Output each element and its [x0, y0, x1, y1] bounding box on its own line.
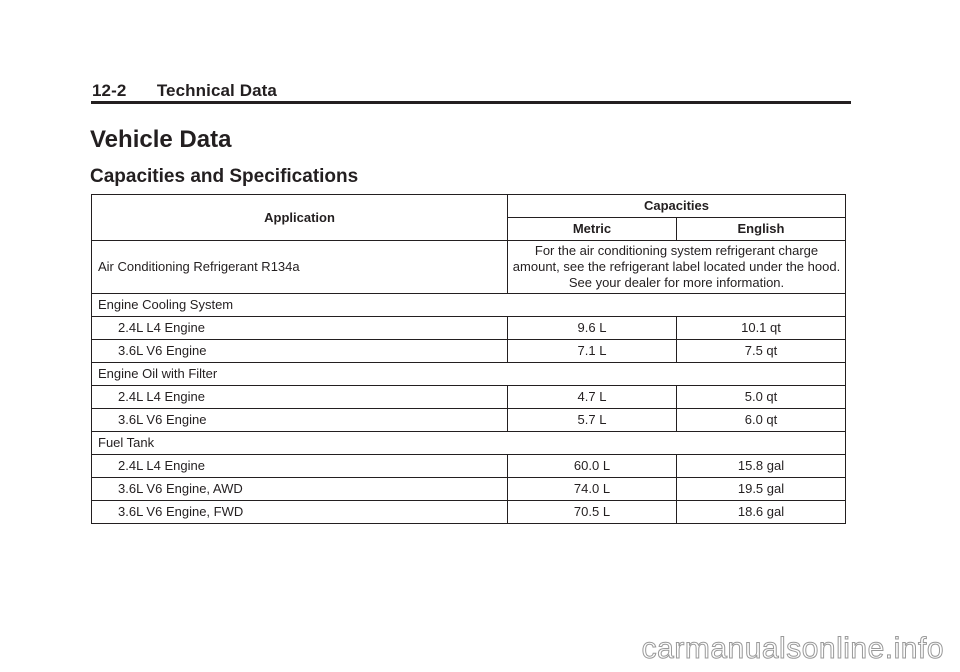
subsection-title: Capacities and Specifications: [90, 166, 359, 187]
header-capacities: Capacities: [508, 195, 846, 218]
group-title: Engine Cooling System: [92, 294, 846, 317]
ac-label: Air Conditioning Refrigerant R134a: [92, 241, 508, 294]
table-row: [92, 478, 846, 501]
row-english: 18.6 gal: [677, 501, 846, 524]
table-row: [92, 340, 846, 363]
group-title: Engine Oil with Filter: [92, 363, 846, 386]
group-row-oil: [92, 363, 846, 386]
row-metric: 5.7 L: [508, 409, 677, 432]
row-english: 10.1 qt: [677, 317, 846, 340]
section-title: Vehicle Data: [90, 126, 232, 153]
chapter-title: Technical Data: [156, 81, 277, 100]
row-metric: 4.7 L: [508, 386, 677, 409]
header-english: English: [677, 218, 846, 241]
row-english: 15.8 gal: [677, 455, 846, 478]
row-metric: 9.6 L: [508, 317, 677, 340]
row-metric: 7.1 L: [508, 340, 677, 363]
row-label: 2.4L L4 Engine: [92, 317, 508, 340]
row-english: 19.5 gal: [677, 478, 846, 501]
capacities-table: [91, 194, 846, 524]
row-metric: 70.5 L: [508, 501, 677, 524]
ac-note: For the air conditioning system refrigerant charge amount, see the refrigerant label located under the hood. See your dealer for more information.: [508, 241, 846, 294]
group-title: Fuel Tank: [92, 432, 846, 455]
row-english: 7.5 qt: [677, 340, 846, 363]
row-label: 3.6L V6 Engine, AWD: [92, 478, 508, 501]
group-row-fuel: [92, 432, 846, 455]
row-label: 2.4L L4 Engine: [92, 455, 508, 478]
table-row-ac: [92, 241, 846, 294]
row-metric: 74.0 L: [508, 478, 677, 501]
header-application: Application: [92, 195, 508, 241]
table-row: [92, 386, 846, 409]
row-english: 6.0 qt: [677, 409, 846, 432]
row-label: 3.6L V6 Engine: [92, 409, 508, 432]
table-row: [92, 317, 846, 340]
table-row: [92, 501, 846, 524]
row-label: 3.6L V6 Engine, FWD: [92, 501, 508, 524]
row-metric: 60.0 L: [508, 455, 677, 478]
page-number: 12-2: [92, 81, 127, 100]
watermark: carmanualsonline.info: [641, 632, 944, 665]
group-row-cooling: [92, 294, 846, 317]
table-header-row: [92, 195, 846, 218]
row-label: 3.6L V6 Engine: [92, 340, 508, 363]
row-english: 5.0 qt: [677, 386, 846, 409]
header-metric: Metric: [508, 218, 677, 241]
row-label: 2.4L L4 Engine: [92, 386, 508, 409]
table-row: [92, 455, 846, 478]
header-rule: [91, 101, 851, 104]
table-row: [92, 409, 846, 432]
running-header: [92, 81, 277, 101]
